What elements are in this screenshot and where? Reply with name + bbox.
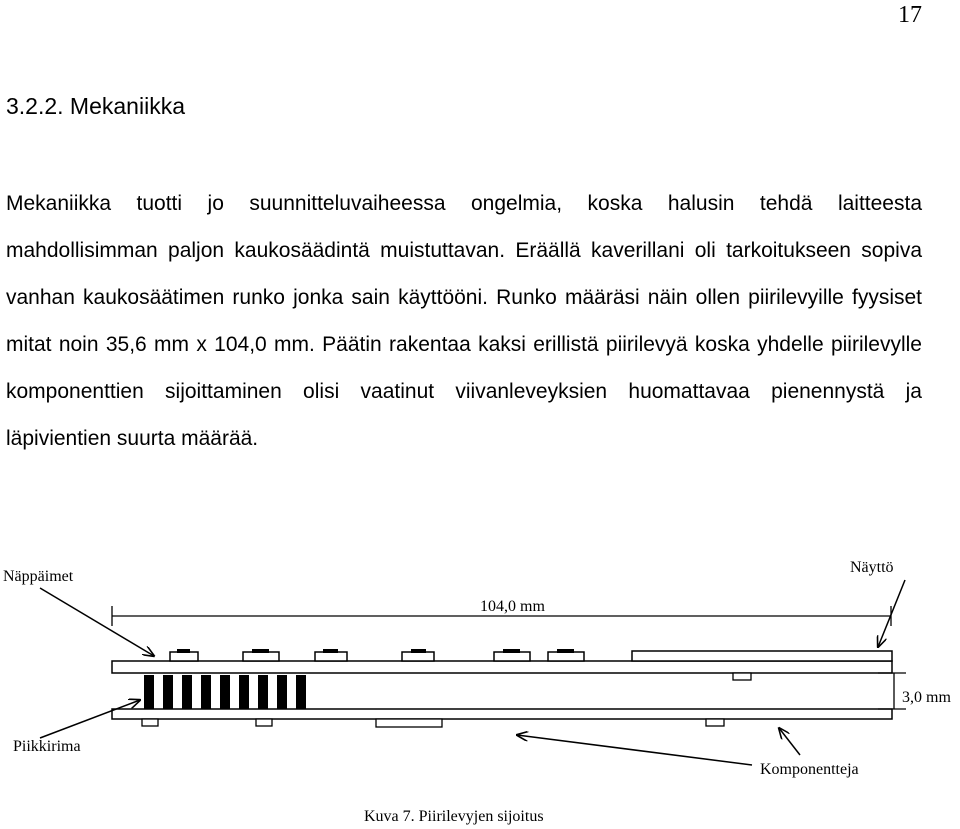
key-switch-cap [252,649,269,653]
gap-dimension-label: 3,0 mm [902,689,951,706]
components-label: Komponentteja [760,761,859,778]
key-switch [494,652,530,661]
key-switch-cap [503,649,520,653]
width-dimension-label: 104,0 mm [480,598,545,615]
components-leader-arrow [517,735,752,765]
bottom-board [112,709,892,719]
key-switch [548,652,584,661]
display-leader-arrow [878,580,905,647]
key-switch [170,652,198,661]
display-module [632,651,892,661]
figure-caption: Kuva 7. Piirilevyjen sijoitus [364,808,544,825]
key-switches [170,649,584,661]
components-leader-arrow-2 [779,728,800,755]
top-board [112,661,892,673]
bottom-board-components [142,719,724,727]
key-switch-cap [411,649,426,653]
key-switch [243,652,279,661]
key-switch-cap [557,649,574,653]
key-switch-cap [177,649,190,653]
key-switch-cap [323,649,338,653]
pin-header-label: Piikkirima [13,738,81,755]
key-switch [402,652,434,661]
pin-header [144,675,306,709]
page-number: 17 [898,2,922,28]
key-switch [315,652,347,661]
keys-leader-arrow [40,588,154,656]
section-heading: 3.2.2. Mekaniikka [6,93,185,119]
top-board-component [733,673,751,680]
body-paragraph: Mekaniikka tuotti jo suunnitteluvaiheessa ongelmia, koska halusin tehdä laitteesta mahdollisimman paljon kaukosäädintä muistuttavan. Eräällä kaverillani oli tarkoitukseen sopiva vanhan kaukosäätimen runko jonka sain käyttööni. Runko määräsi näin ollen piirilevyille fyysiset mitat noin 35,6 mm x 104,0 mm. Päätin rakentaa kaksi erillistä piirilevyä koska yhdelle piirilevylle komponenttien sijoittaminen olisi vaatinut viivanleveyksien huomattavaa pienennystä ja läpivientien suurta määrää. [6,192,922,450]
display-label: Näyttö [850,559,894,576]
keys-label: Näppäimet [3,568,74,585]
